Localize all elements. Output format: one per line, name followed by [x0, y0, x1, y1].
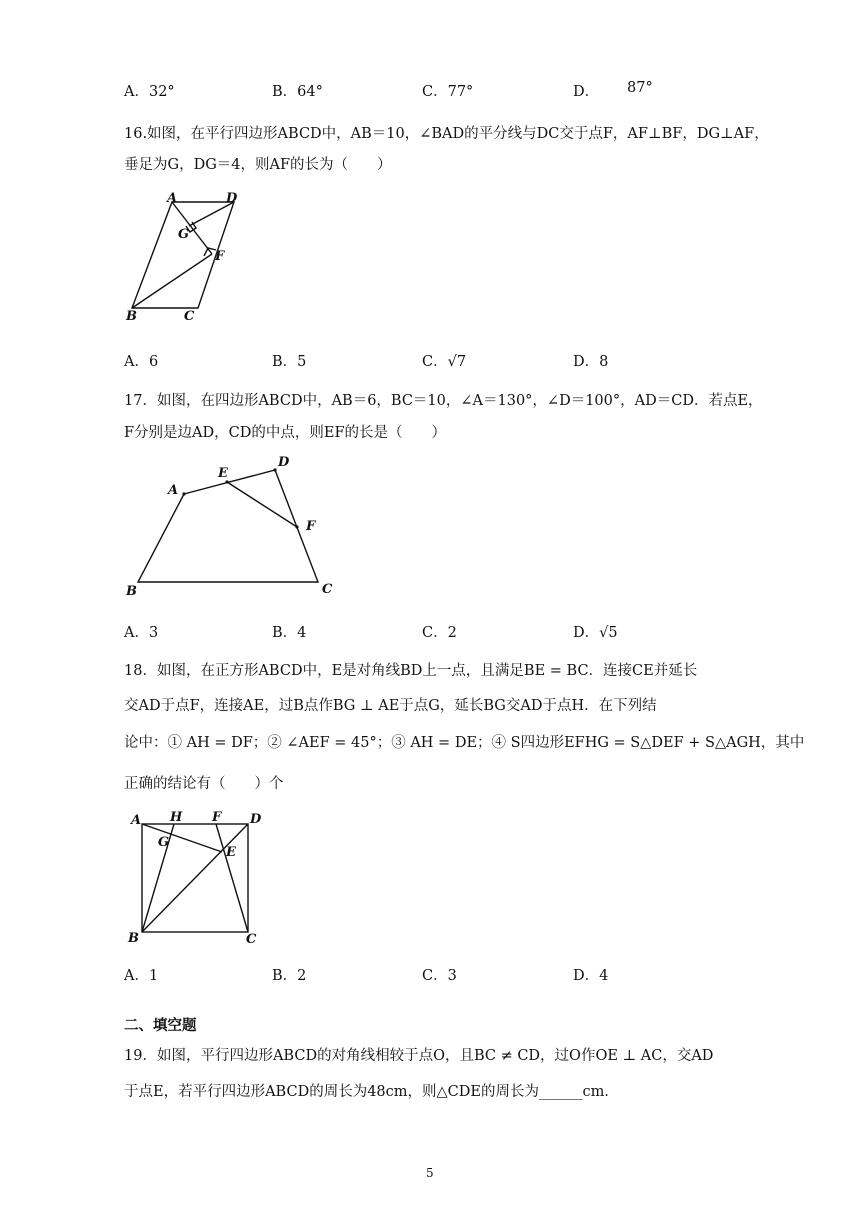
- q18-label-c: C: [246, 932, 257, 947]
- section-title: 二、填空题: [124, 1017, 197, 1034]
- q18-stem-line-1: 18．如图，在正方形ABCD中，E是对角线BD上一点，且满足BE = BC．连接CE并延长: [124, 663, 698, 679]
- q16-stem-line-1: 16.如图，在平行四边形ABCD中，AB＝10，∠BAD的平分线与DC交于点F，AF⊥BF，DG⊥AF，: [124, 126, 769, 142]
- q16-label-f: F: [215, 249, 225, 264]
- q17-label-f: F: [306, 519, 316, 534]
- q18-option-c: C．3: [422, 968, 457, 984]
- q16-option-a: A．6: [124, 354, 159, 370]
- q16-option-d: D．8: [573, 354, 609, 370]
- q17-option-c: C．2: [422, 625, 457, 641]
- q18-stem-line-3: 论中：① AH = DF；② ∠AEF = 45°；③ AH = DE；④ S四边形EFHG = S△DEF + S△AGH，其中: [124, 735, 805, 751]
- q18-label-b: B: [128, 931, 139, 946]
- q17-stem-line-1: 17．如图，在四边形ABCD中，AB＝6，BC＝10，∠A＝130°，∠D＝100°，AD＝CD．若点E，: [124, 393, 763, 409]
- q18-label-h: H: [170, 810, 183, 825]
- q19-stem-line-1: 19．如图，平行四边形ABCD的对角线相较于点O，且BC ≠ CD，过O作OE ⊥ AC，交AD: [124, 1048, 714, 1064]
- q18-option-a: A．1: [124, 968, 159, 984]
- q16-label-c: C: [184, 309, 195, 324]
- q15-option-d-value: 87°: [627, 80, 653, 96]
- q15-option-d: D．: [573, 84, 600, 100]
- page-number: 5: [426, 1166, 434, 1180]
- q17-label-e: E: [218, 466, 228, 481]
- q15-option-b: B．64°: [272, 84, 323, 100]
- q16-option-b: B．5: [272, 354, 307, 370]
- q16-label-g: G: [178, 227, 190, 242]
- q17-label-c: C: [322, 582, 333, 597]
- q18-figure: [126, 808, 266, 952]
- q17-label-d: D: [278, 455, 290, 470]
- q18-option-b: B．2: [272, 968, 307, 984]
- q18-label-f: F: [212, 810, 222, 825]
- q18-stem-line-4: 正确的结论有（ ）个: [124, 776, 284, 792]
- q17-stem-line-2: F分别是边AD，CD的中点，则EF的长是（ ）: [124, 425, 447, 441]
- q18-label-e: E: [226, 845, 236, 860]
- q18-stem-line-2: 交AD于点F，连接AE，过B点作BG ⊥ AE于点G，延长BG交AD于点H．在下列结: [124, 698, 657, 714]
- q16-label-d: D: [226, 191, 238, 206]
- q15-option-a: A．32°: [124, 84, 175, 100]
- q17-option-b: B．4: [272, 625, 307, 641]
- q15-option-c: C．77°: [422, 84, 474, 100]
- q17-option-a: A．3: [124, 625, 159, 641]
- q18-label-d: D: [250, 812, 262, 827]
- q17-option-d: D．√5: [573, 625, 618, 641]
- q19-stem-line-2: 于点E，若平行四边形ABCD的周长为48cm，则△CDE的周长为______cm．: [124, 1084, 619, 1100]
- q16-label-b: B: [126, 309, 137, 324]
- q18-option-d: D．4: [573, 968, 609, 984]
- q16-figure: [122, 190, 262, 329]
- q16-option-c: C．√7: [422, 354, 467, 370]
- q18-label-g: G: [158, 835, 170, 850]
- q16-label-a: A: [167, 191, 178, 206]
- q17-label-a: A: [168, 483, 179, 498]
- q18-label-a: A: [131, 813, 142, 828]
- q16-stem-line-2: 垂足为G，DG＝4，则AF的长为（ ）: [124, 157, 392, 173]
- q17-figure: [120, 452, 340, 606]
- q17-label-b: B: [126, 584, 137, 599]
